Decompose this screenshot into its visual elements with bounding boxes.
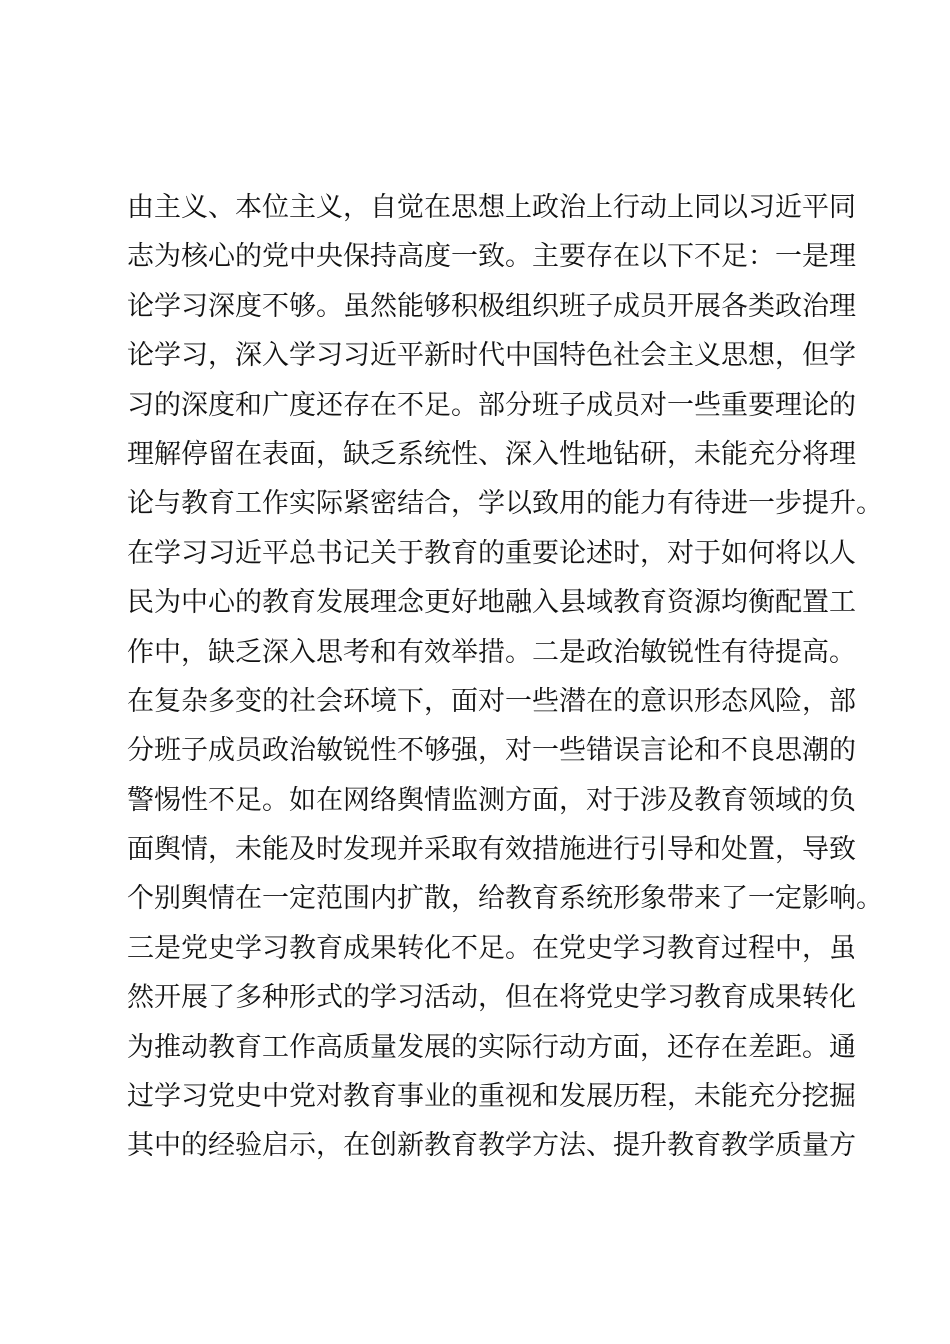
text-line-15: 个别舆情在一定范围内扩散，给教育系统形象带来了一定影响。: [127, 883, 883, 915]
text-line-8: 在学习习近平总书记关于教育的重要论述时，对于如何将以人: [127, 537, 856, 569]
text-line-6: 理解停留在表面，缺乏系统性、深入性地钻研，未能充分将理: [127, 438, 856, 470]
text-line-5: 习的深度和广度还存在不足。部分班子成员对一些重要理论的: [127, 389, 856, 421]
text-line-17: 然开展了多种形式的学习活动，但在将党史学习教育成果转化: [127, 982, 856, 1014]
text-line-3: 论学习深度不够。虽然能够积极组织班子成员开展各类政治理: [127, 290, 856, 322]
text-line-16: 三是党史学习教育成果转化不足。在党史学习教育过程中，虽: [127, 932, 856, 964]
text-line-18: 为推动教育工作高质量发展的实际行动方面，还存在差距。通: [127, 1031, 856, 1063]
text-line-14: 面舆情，未能及时发现并采取有效措施进行引导和处置，导致: [127, 834, 856, 866]
text-line-11: 在复杂多变的社会环境下，面对一些潜在的意识形态风险，部: [127, 685, 856, 717]
text-line-12: 分班子成员政治敏锐性不够强，对一些错误言论和不良思潮的: [127, 735, 856, 767]
text-line-7: 论与教育工作实际紧密结合，学以致用的能力有待进一步提升。: [127, 488, 883, 520]
text-line-19: 过学习党史中党对教育事业的重视和发展历程，未能充分挖掘: [127, 1081, 856, 1113]
text-line-20: 其中的经验启示，在创新教育教学方法、提升教育教学质量方: [127, 1130, 856, 1162]
text-line-10: 作中，缺乏深入思考和有效举措。二是政治敏锐性有待提高。: [127, 636, 856, 668]
body-text: [127, 183, 883, 1171]
text-line-9: 民为中心的教育发展理念更好地融入县域教育资源均衡配置工: [127, 587, 856, 619]
text-line-1: 由主义、本位主义，自觉在思想上政治上行动上同以习近平同: [127, 192, 856, 223]
text-line-4: 论学习，深入学习习近平新时代中国特色社会主义思想，但学: [127, 340, 856, 372]
text-line-13: 警惕性不足。如在网络舆情监测方面，对于涉及教育领域的负: [127, 784, 856, 816]
text-line-2: 志为核心的党中央保持高度一致。主要存在以下不足：一是理: [127, 241, 856, 273]
